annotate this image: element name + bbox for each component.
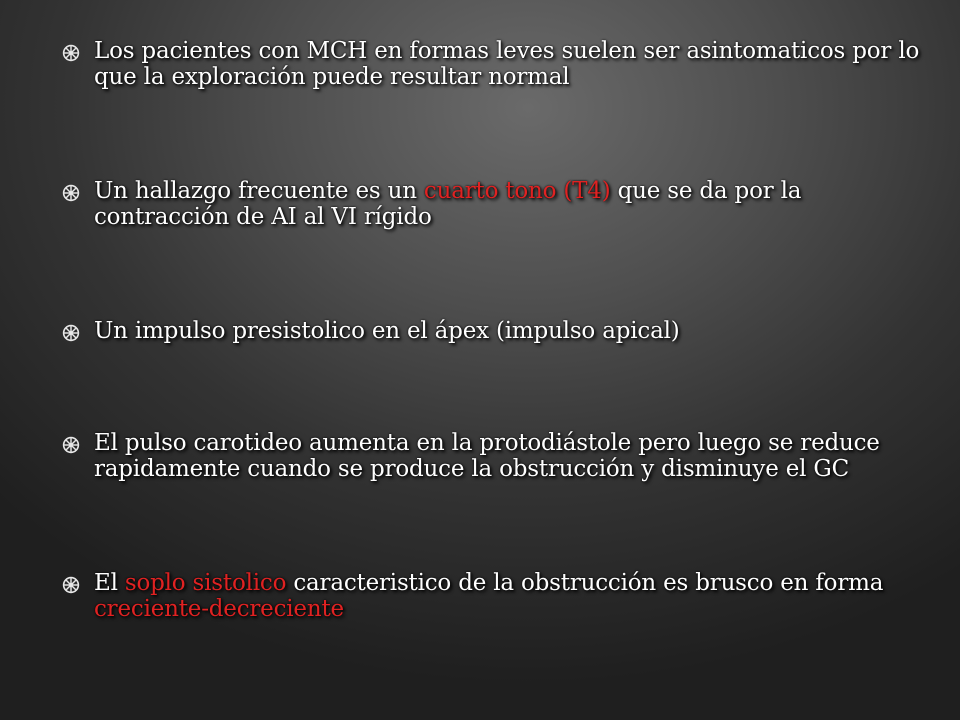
bullet-text-3: [94, 318, 680, 344]
bullet-5-highlight-2: creciente-decreciente: [94, 596, 344, 622]
bullet-text-1: [94, 38, 922, 90]
wheel-bullet-icon: [62, 576, 80, 594]
bullet-3-text: Un impulso presistolico en el ápex (impulso apical): [94, 318, 680, 344]
bullet-item-2: [62, 178, 922, 230]
bullet-2-text-part-1: Un hallazgo frecuente es un: [94, 178, 424, 204]
bullet-2-text-part-2: que se da por la contracción de AI al VI rígido: [94, 178, 802, 230]
wheel-bullet-icon: [62, 44, 80, 62]
wheel-bullet-icon: [62, 324, 80, 342]
bullet-5-highlight-1: soplo sistolico: [124, 570, 287, 596]
bullet-5-text-part-1: El: [94, 570, 125, 596]
wheel-bullet-icon: [62, 436, 80, 454]
bullet-4-text: El pulso carotideo aumenta en la protodiástole pero luego se reduce rapidamente cuando se produce la obstrucción y disminuye el GC: [94, 430, 880, 482]
bullet-item-3: [62, 318, 922, 344]
bullet-2-highlight: cuarto tono (T4): [423, 178, 611, 204]
bullet-text-5: [94, 570, 922, 622]
bullet-1-text: Los pacientes con MCH en formas leves suelen ser asintomaticos por lo que la exploración puede resultar normal: [94, 38, 920, 90]
bullet-5-text-part-2: caracteristico de la obstrucción es brusco en forma: [286, 570, 884, 596]
bullet-item-4: [62, 430, 922, 482]
bullet-item-1: [62, 38, 922, 90]
bullet-item-5: [62, 570, 922, 622]
bullet-text-2: [94, 178, 922, 230]
wheel-bullet-icon: [62, 184, 80, 202]
bullet-text-4: [94, 430, 922, 482]
